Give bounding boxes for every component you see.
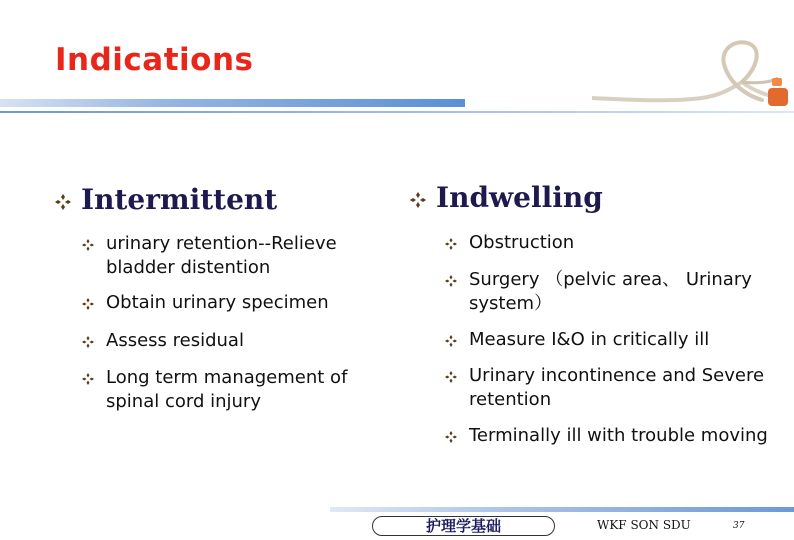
left-item-1 [82,232,337,280]
right-heading [410,182,603,214]
right-item-5 [445,424,768,448]
left-item-3 [82,329,244,353]
footer-accent-bar [330,507,794,512]
catheter-image [592,38,792,128]
title-accent-bar [0,99,465,107]
footer-course-label: 护理学基础 [372,516,555,536]
left-item-text: Assess residual [106,330,244,351]
diamond-bullet-icon [445,371,457,383]
diamond-bullet-icon [445,335,457,347]
right-item-text: Measure I&O in critically ill [469,329,710,350]
diamond-bullet-icon [82,373,94,385]
right-item-text: Terminally ill with trouble moving [469,425,768,446]
diamond-bullet-icon [82,239,94,251]
diamond-bullet-icon [445,238,457,250]
footer-organization: WKF SON SDU [597,518,691,532]
diamond-bullet-icon [55,194,71,210]
right-heading-text: Indwelling [436,181,603,214]
right-item-4 [445,364,764,412]
diamond-bullet-icon [82,336,94,348]
page-number: 37 [733,521,745,531]
right-item-text: Obstruction [469,232,575,253]
diamond-bullet-icon [445,431,457,443]
left-heading-text: Intermittent [81,183,278,216]
right-item-1 [445,231,574,255]
right-item-text: Urinary incontinence and Severe retention [469,365,765,410]
left-item-2 [82,291,329,315]
left-heading [55,184,277,216]
right-item-2 [445,268,752,316]
left-item-text: Long term management of spinal cord injury [106,367,348,412]
left-item-text: urinary retention--Relieve bladder distention [106,233,337,278]
diamond-bullet-icon [410,192,426,208]
left-item-4 [82,366,347,414]
diamond-bullet-icon [445,275,457,287]
right-item-3 [445,328,709,352]
slide-title: Indications [55,42,254,78]
left-item-text: Obtain urinary specimen [106,292,329,313]
diamond-bullet-icon [82,298,94,310]
right-item-text: Surgery （pelvic area、 Urinary system） [469,269,752,314]
